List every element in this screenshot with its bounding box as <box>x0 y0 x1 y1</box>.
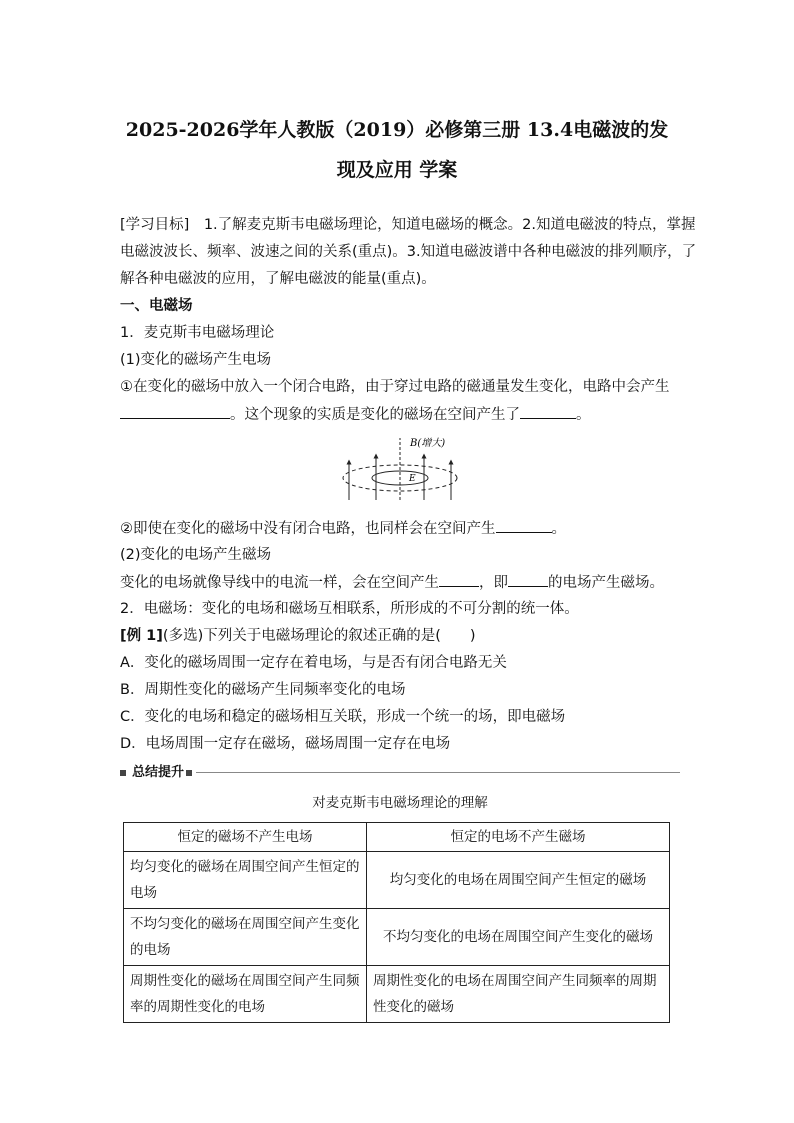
summary-label: 总结提升 <box>132 765 185 780</box>
magnetic-field-diagram <box>330 432 470 504</box>
fill-blank-1[interactable] <box>120 404 230 419</box>
summary-divider <box>120 763 680 783</box>
table-header-right: 恒定的电场不产生磁场 <box>367 823 670 852</box>
fill-blank-2[interactable] <box>520 404 576 419</box>
table-row <box>124 852 670 909</box>
table-row <box>124 909 670 966</box>
table-cell: 不均匀变化的电场在周围空间产生变化的磁场 <box>367 909 670 966</box>
table-title: 对麦克斯韦电磁场理论的理解 <box>312 795 488 811</box>
subheading-changing-electric: (2)变化的电场产生磁场 <box>120 547 272 563</box>
subheading-maxwell: 1．麦克斯韦电磁场理论 <box>120 325 275 341</box>
table-cell: 均匀变化的电场在周围空间产生恒定的磁场 <box>367 852 670 909</box>
objectives-line-2: 电磁波波长、频率、波速之间的关系(重点)。3.知道电磁波谱中各种电磁波的排列顺序，了 <box>120 244 697 260</box>
fill-blank-5[interactable] <box>508 572 548 587</box>
page-title-line-2: 现及应用 学案 <box>336 159 458 181</box>
option-c[interactable]: C．变化的电场和稳定的磁场相互关联，形成一个统一的场，即电磁场 <box>120 709 566 725</box>
paragraph-1-line-1: ①在变化的磁场中放入一个闭合电路，由于穿过电路的磁通量发生变化，电路中会产生 <box>120 379 670 395</box>
table-cell: 周期性变化的电场在周围空间产生同频率的周期性变化的磁场 <box>367 966 670 1023</box>
option-a[interactable]: A．变化的磁场周围一定存在着电场，与是否有闭合电路无关 <box>120 655 507 671</box>
option-b[interactable]: B．周期性变化的磁场产生同频率变化的电场 <box>120 682 406 698</box>
paragraph-3: 变化的电场就像导线中的电流一样，会在空间产生 ，即 的电场产生磁场。 <box>120 572 664 593</box>
table-cell: 均匀变化的磁场在周围空间产生恒定的电场 <box>124 852 367 909</box>
square-bullet-icon <box>186 770 192 776</box>
table-cell: 不均匀变化的磁场在周围空间产生变化的电场 <box>124 909 367 966</box>
option-d[interactable]: D．电场周围一定存在磁场，磁场周围一定存在电场 <box>120 736 451 752</box>
section-heading: 一、电磁场 <box>120 298 193 314</box>
summary-table <box>123 822 670 1023</box>
table-header-left: 恒定的磁场不产生电场 <box>124 823 367 852</box>
subheading-em-field: 2．电磁场：变化的电场和磁场互相联系，所形成的不可分割的统一体。 <box>120 601 579 617</box>
fill-blank-4[interactable] <box>439 572 479 587</box>
table-cell: 周期性变化的磁场在周围空间产生同频率的周期性变化的电场 <box>124 966 367 1023</box>
paragraph-2: ②即使在变化的磁场中没有闭合电路，也同样会在空间产生 。 <box>120 518 566 539</box>
subheading-changing-magnetic: (1)变化的磁场产生电场 <box>120 352 272 368</box>
example-1-stem: [例 1](多选)下列关于电磁场理论的叙述正确的是( ) <box>120 628 476 644</box>
fill-blank-3[interactable] <box>496 518 552 533</box>
table-row <box>124 966 670 1023</box>
page-title-line-1: 2025-2026学年人教版（2019）必修第三册 13.4电磁波的发 <box>125 119 669 141</box>
square-bullet-icon <box>120 770 126 776</box>
objectives-line-3: 解各种电磁波的应用，了解电磁波的能量(重点)。 <box>120 271 436 287</box>
paragraph-1-line-2: 。这个现象的实质是变化的磁场在空间产生了 。 <box>120 404 591 425</box>
objectives-line-1: [学习目标] 1.了解麦克斯韦电磁场理论，知道电磁场的概念。2.知道电磁波的特点，掌握 <box>120 217 696 233</box>
example-tag: [例 1] <box>120 628 163 644</box>
b-label: B(增大) <box>410 438 446 449</box>
e-label: E <box>409 474 416 484</box>
